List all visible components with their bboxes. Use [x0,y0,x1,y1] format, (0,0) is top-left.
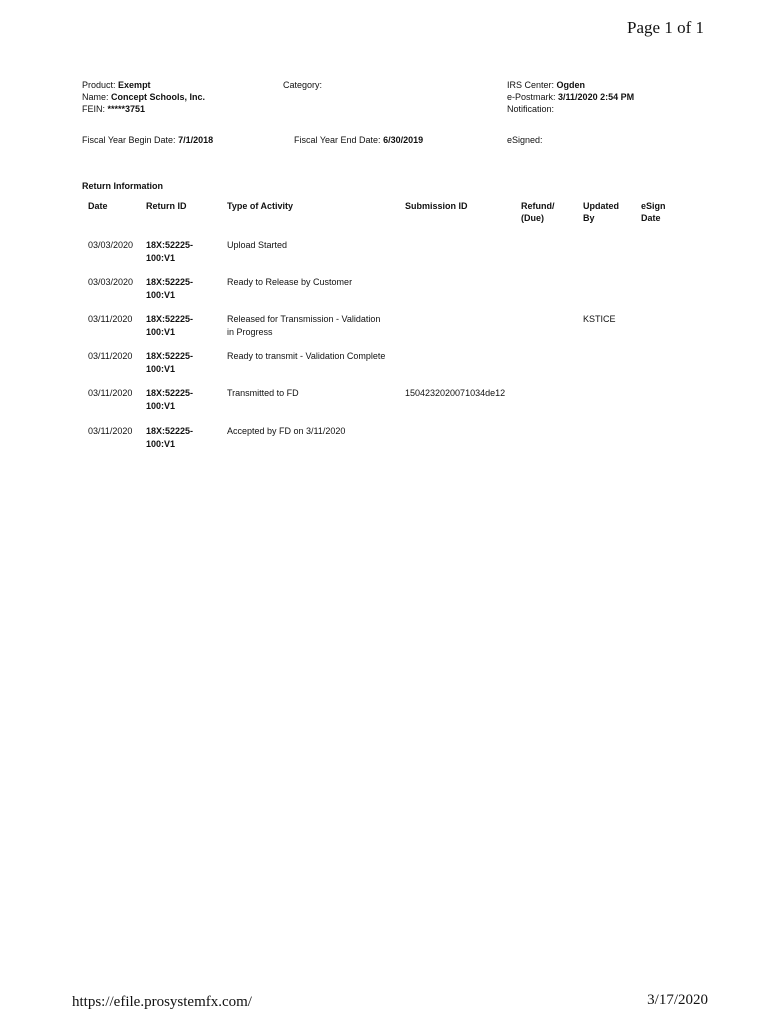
row-activity [227,425,345,438]
category-line [283,80,322,92]
fy-begin-value: 7/1/2018 [178,135,214,145]
row-date: 03/11/2020 [88,351,133,361]
col-header-return-id: Return ID [146,201,187,211]
col-header-refund-line1: Refund/ [521,201,555,211]
fy-end-line [294,135,423,147]
name-line [82,92,205,104]
product-label: Product: [82,80,116,90]
fein-label: FEIN: [82,104,106,114]
esigned-label: eSigned: [507,135,543,145]
col-header-updated-by [583,200,619,224]
irs-center-label: IRS Center: [507,80,555,90]
irs-center-value: Ogden [556,80,586,90]
footer-date: 3/17/2020 [647,992,708,1008]
row-return-id [146,276,193,301]
row-date: 03/11/2020 [88,388,133,398]
col-header-refund-line2: (Due) [521,213,544,223]
name-label: Name: [82,92,109,102]
epostmark-line [507,92,634,104]
col-header-updated-line2: By [583,213,595,223]
row-return-id-line1: 18X:52225- [146,277,194,287]
fy-begin-line [82,135,213,147]
row-activity [227,350,385,363]
col-header-refund [521,200,555,224]
section-title: Return Information [82,181,163,191]
name-value: Concept Schools, Inc. [111,92,206,102]
col-header-esign-line2: Date [641,213,661,223]
fy-end-label: Fiscal Year End Date: [294,135,381,145]
row-return-id-line1: 18X:52225- [146,351,194,361]
row-activity-line1: Accepted by FD on 3/11/2020 [227,426,346,436]
row-return-id-line2: 100:V1 [146,289,176,300]
row-return-id-line2: 100:V1 [146,326,176,337]
fein-line [82,104,145,116]
row-return-id-line2: 100:V1 [146,252,176,263]
row-activity-line1: Transmitted to FD [227,388,299,398]
row-activity [227,239,287,252]
fy-begin-label: Fiscal Year Begin Date: [82,135,176,145]
row-return-id [146,313,193,338]
fein-value: *****3751 [107,104,146,114]
row-return-id [146,239,193,264]
row-activity-line1: Ready to Release by Customer [227,277,353,287]
row-activity-line1: Ready to transmit - Validation Complete [227,351,386,361]
notification-line [507,104,554,116]
row-date: 03/03/2020 [88,240,134,250]
row-activity [227,387,299,400]
col-header-submission-id: Submission ID [405,201,468,211]
fy-end-value: 6/30/2019 [383,135,424,145]
row-return-id-line1: 18X:52225- [146,426,194,436]
product-line [82,80,151,92]
row-return-id-line2: 100:V1 [146,363,176,374]
row-activity-line2: in Progress [227,326,273,337]
row-date: 03/03/2020 [88,277,134,287]
notification-label: Notification: [507,104,555,114]
footer-url: https://efile.prosystemfx.com/ [72,994,252,1010]
col-header-esign-line1: eSign [641,201,666,211]
row-date: 03/11/2020 [88,426,133,436]
row-activity [227,276,352,289]
row-return-id [146,425,193,450]
epostmark-value: 3/11/2020 2:54 PM [558,92,635,102]
irs-center-line [507,80,585,92]
page-indicator: Page 1 of 1 [627,18,704,37]
row-return-id-line1: 18X:52225- [146,314,194,324]
row-activity [227,313,380,338]
col-header-date: Date [88,201,108,211]
row-return-id-line2: 100:V1 [146,438,176,449]
row-return-id-line2: 100:V1 [146,400,176,411]
row-return-id-line1: 18X:52225- [146,388,194,398]
row-activity-line1: Released for Transmission - Validation [227,314,381,324]
row-date: 03/11/2020 [88,314,133,324]
epostmark-label: e-Postmark: [507,92,556,102]
row-activity-line1: Upload Started [227,240,288,250]
row-updated-by: KSTICE [583,314,616,324]
row-return-id-line1: 18X:52225- [146,240,194,250]
category-label: Category: [283,80,323,90]
col-header-updated-line1: Updated [583,201,619,211]
row-return-id [146,350,193,375]
esigned-line [507,135,543,147]
row-submission-id: 1504232020071034de12 [405,388,506,398]
product-value: Exempt [118,80,151,90]
col-header-activity: Type of Activity [227,201,294,211]
col-header-esign-date [641,200,666,224]
row-return-id [146,387,193,412]
